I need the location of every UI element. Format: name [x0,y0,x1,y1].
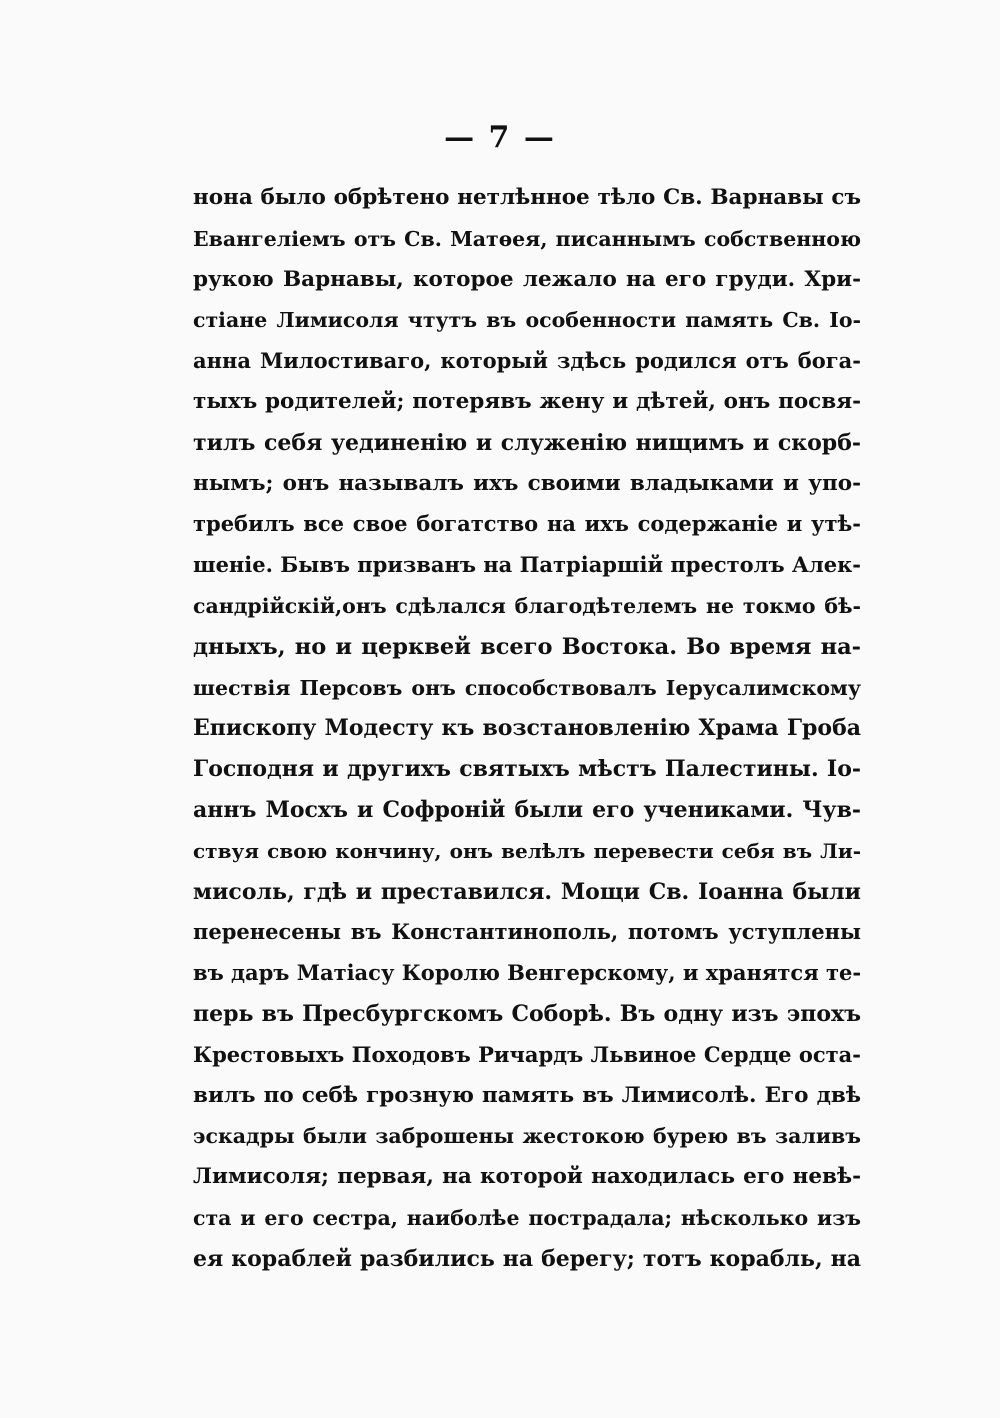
text-line: перенесены въ Константинополь, потомъ уступлены [193,919,861,945]
text-line: перь въ Пресбургскомъ Соборѣ. Въ одну изъ эпохъ [193,1000,861,1027]
page-number: — 7 — [444,120,556,155]
text-line: аннъ Мосхъ и Софроній были его учениками. Чув- [193,796,861,823]
text-line: Крестовыхъ Походовъ Ричардъ Львиное Сердце оста- [193,1041,861,1067]
text-line: требилъ все свое богатство на ихъ содержаніе и утѣ- [193,511,861,537]
text-line: дныхъ, но и церквей всего Востока. Во время на- [193,633,861,660]
text-line: Лимисоля; первая, на которой находилась его невѣ- [193,1164,861,1190]
text-line: нона было обрѣтено нетлѣнное тѣло Св. Варнавы съ [193,185,861,210]
text-line: анна Милостиваго, который здѣсь родился отъ бога- [193,348,861,374]
text-line: Епископу Модесту къ возстановленію Храма Гроба [193,715,861,742]
text-line: вилъ по себѣ грозную память въ Лимисолѣ. Его двѣ [193,1082,861,1108]
text-line: ея кораблей разбились на берегу; тотъ корабль, на [193,1245,861,1272]
text-line: ста и его сестра, наиболѣе пострадала; нѣсколько изъ [193,1205,861,1230]
text-line: стіане Лимисоля чтутъ въ особенности память Св. Іо- [193,308,861,333]
text-line: шеніе. Бывъ призванъ на Патріаршій престолъ Алек- [193,552,862,578]
text-line: шествія Персовъ онъ способствовалъ Іерусалимскому [193,675,861,700]
text-line: тилъ себя уединенію и служенію нищимъ и скорб- [193,429,861,456]
text-line: сандрійскій,онъ сдѣлался благодѣтелемъ не токмо бѣ- [193,593,861,618]
text-line: нымъ; онъ называлъ ихъ своими владыками и упо- [193,470,861,496]
text-line: рукою Варнавы, которое лежало на его груди. Хри- [193,266,861,292]
body-text [193,178,861,1280]
text-line: мисоль, гдѣ и преставился. Мощи Св. Іоанна были [193,878,861,905]
text-line: Евангеліемъ отъ Св. Матѳея, писаннымъ собственною [193,226,861,251]
text-line: въ даръ Матіасу Королю Венгерскому, и хранятся те- [193,960,862,986]
text-line: тыхъ родителей; потерявъ жену и дѣтей, онъ посвя- [193,388,861,414]
text-line: ствуя свою кончину, онъ велѣлъ перевести себя въ Ли- [193,838,861,863]
text-line: Господня и другихъ святыхъ мѣстъ Палестины. Іо- [193,756,861,783]
text-line: эскадры были заброшены жестокою бурею въ заливъ [193,1124,861,1149]
